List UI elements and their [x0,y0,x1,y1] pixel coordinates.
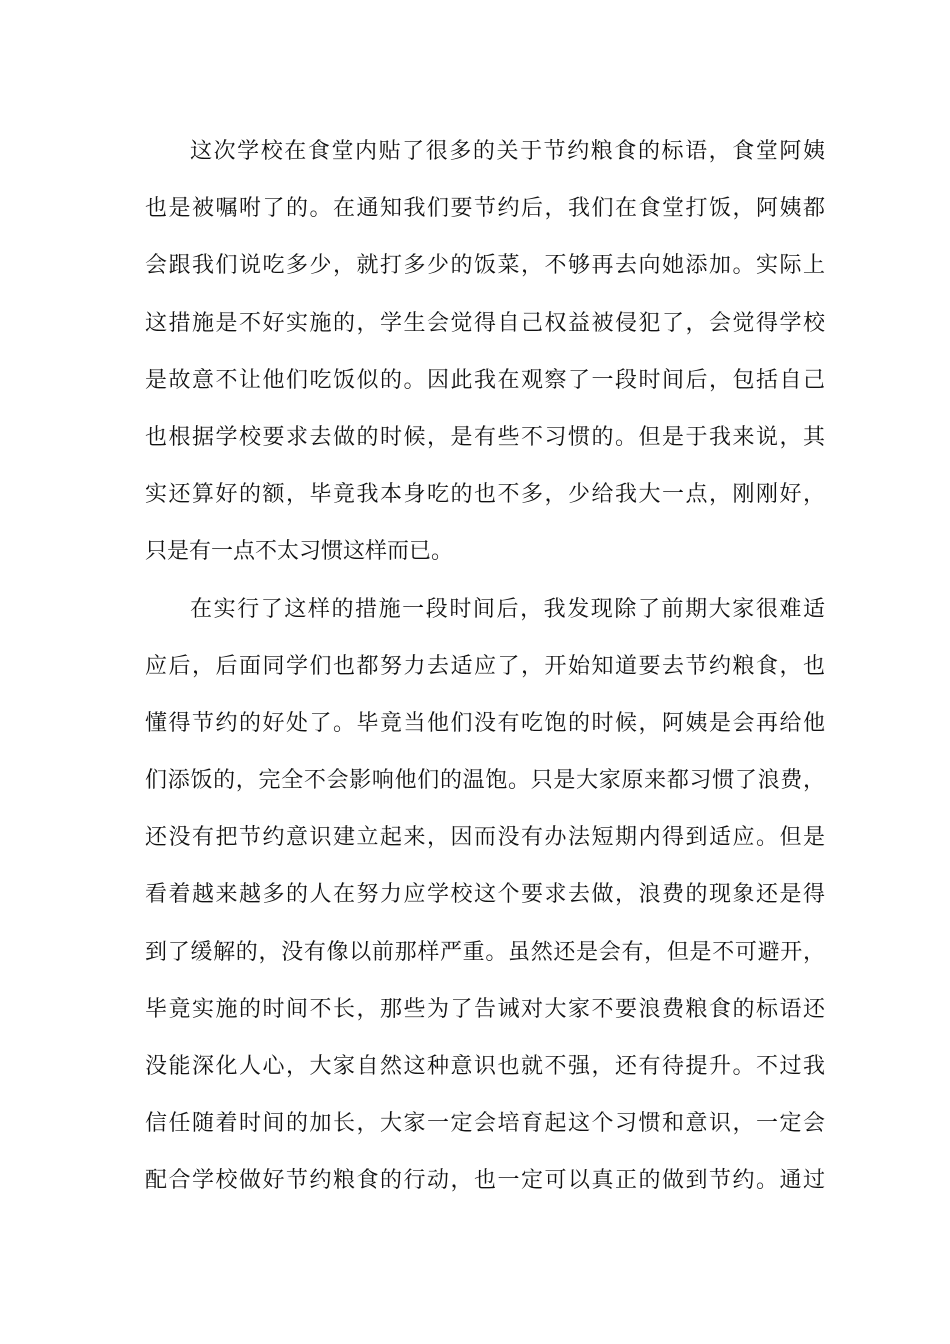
paragraph-2-line-3: 懂得节约的好处了。毕竟当他们没有吃饱的时候，阿姨是会再给他 [145,710,825,736]
paragraph-1-line-7: 实还算好的额，毕竟我本身吃的也不多，少给我大一点，刚刚好， [145,482,825,508]
paragraph-2-line-6: 看着越来越多的人在努力应学校这个要求去做，浪费的现象还是得 [145,882,825,908]
paragraph-1-line-3: 会跟我们说吃多少，就打多少的饭菜，不够再去向她添加。实际上 [145,253,825,279]
paragraph-1-line-2: 也是被嘱咐了的。在通知我们要节约后，我们在食堂打饭，阿姨都 [145,196,825,222]
paragraph-2-line-8: 毕竟实施的时间不长，那些为了告诫对大家不要浪费粮食的标语还 [145,996,825,1022]
paragraph-2-line-1: 在实行了这样的措施一段时间后，我发现除了前期大家很难适 [190,596,825,622]
paragraph-2-line-11: 配合学校做好节约粮食的行动，也一定可以真正的做到节约。通过 [145,1168,825,1194]
paragraph-1-line-5: 是故意不让他们吃饭似的。因此我在观察了一段时间后，包括自己 [145,367,825,393]
paragraph-1-line-4: 这措施是不好实施的，学生会觉得自己权益被侵犯了，会觉得学校 [145,310,825,336]
paragraph-2-line-7: 到了缓解的，没有像以前那样严重。虽然还是会有，但是不可避开， [145,939,825,965]
paragraph-2-line-5: 还没有把节约意识建立起来，因而没有办法短期内得到适应。但是 [145,825,825,851]
paragraph-1-line-1: 这次学校在食堂内贴了很多的关于节约粮食的标语，食堂阿姨 [190,139,825,164]
document-body [145,132,825,1219]
paragraph-2-line-2: 应后，后面同学们也都努力去适应了，开始知道要去节约粮食，也 [145,653,825,679]
paragraph-2-line-4: 们添饭的，完全不会影响他们的温饱。只是大家原来都习惯了浪费， [145,768,825,794]
paragraph-2-line-9: 没能深化人心，大家自然这种意识也就不强，还有待提升。不过我 [145,1054,825,1079]
paragraph-2-line-10: 信任随着时间的加长，大家一定会培育起这个习惯和意识，一定会 [145,1111,825,1137]
paragraph-1-line-8: 只是有一点不太习惯这样而已。 [145,539,454,565]
paragraph-1-line-6: 也根据学校要求去做的时候，是有些不习惯的。但是于我来说，其 [145,424,825,450]
